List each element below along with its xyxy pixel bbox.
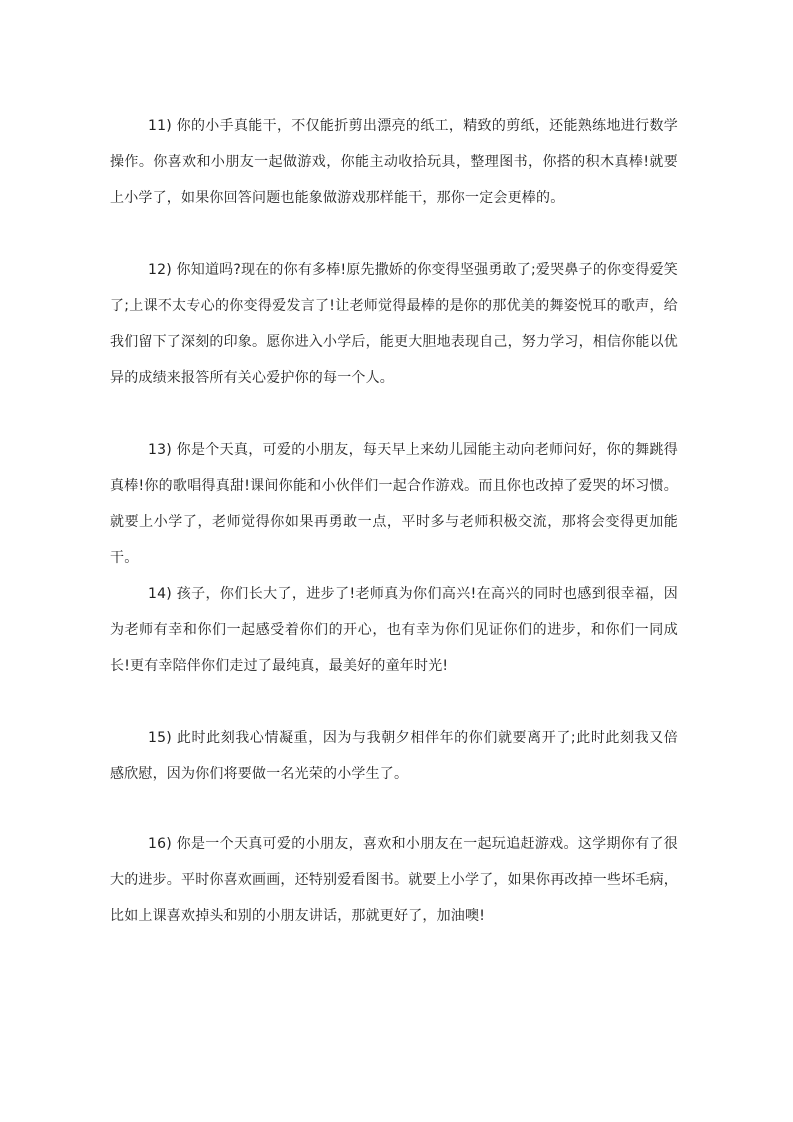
paragraph-11: 11) 你的小手真能干，不仅能折剪出漂亮的纸工，精致的剪纸，还能熟练地进行数学操作。你喜欢和小朋友一起做游戏，你能主动收拾玩具，整理图书，你搭的积木真棒!就要上小学了，如果你回答问题也能象做游戏那样能干，那你一定会更棒的。 (110, 118, 678, 206)
paragraph-12: 12) 你知道吗?现在的你有多棒!原先撒娇的你变得坚强勇敢了;爱哭鼻子的你变得爱笑了;上课不太专心的你变得爱发言了!让老师觉得最棒的是你的那优美的舞姿悦耳的歌声，给我们留下了深刻的印象。愿你进入小学后，能更大胆地表现自己，努力学习，相信你能以优异的成绩来报答所有关心爱护你的每一个人。 (110, 262, 678, 386)
paragraph-14: 14) 孩子，你们长大了，进步了!老师真为你们高兴!在高兴的同时也感到很幸福，因为老师有幸和你们一起感受着你们的开心，也有幸为你们见证你们的进步，和你们一同成长!更有幸陪伴你们走过了最纯真，最美好的童年时光! (110, 586, 678, 674)
paragraph-15: 15) 此时此刻我心情凝重，因为与我朝夕相伴年的你们就要离开了;此时此刻我又倍感欣慰，因为你们将要做一名光荣的小学生了。 (110, 730, 678, 782)
paragraph-16: 16) 你是一个天真可爱的小朋友，喜欢和小朋友在一起玩追赶游戏。这学期你有了很大的进步。平时你喜欢画画，还特别爱看图书。就要上小学了，如果你再改掉一些坏毛病，比如上课喜欢掉头和别的小朋友讲话，那就更好了，加油噢! (110, 836, 678, 924)
paragraph-13: 13) 你是个天真，可爱的小朋友，每天早上来幼儿园能主动向老师问好，你的舞跳得真棒!你的歌唱得真甜!课间你能和小伙伴们一起合作游戏。而且你也改掉了爱哭的坏习惯。就要上小学了，老师觉得你如果再勇敢一点，平时多与老师积极交流，那将会变得更加能干。 (110, 442, 678, 566)
